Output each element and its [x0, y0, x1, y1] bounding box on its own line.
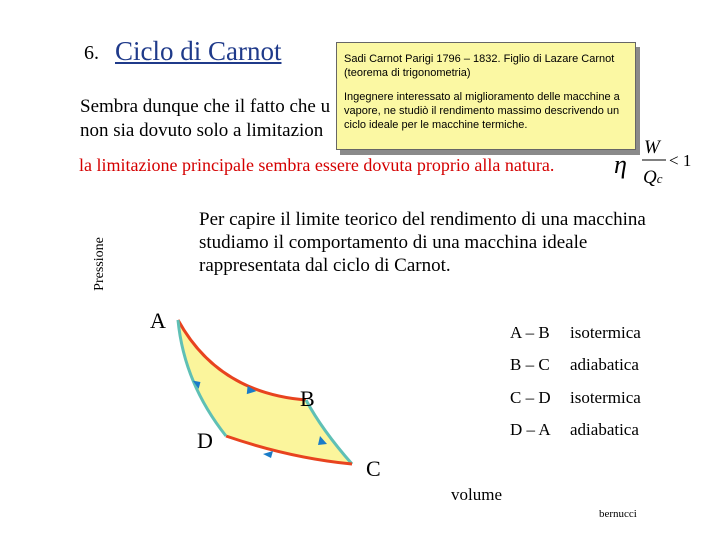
- arrow-c-d: [263, 451, 273, 458]
- slide-title-link[interactable]: Ciclo di Carnot: [115, 36, 282, 66]
- slide-number: 6.: [84, 42, 99, 64]
- body-text-line-2: non sia dovuto solo a limitazion: [80, 120, 324, 141]
- legend-segment: D – A: [510, 420, 551, 439]
- legend-process: isotermica: [570, 323, 641, 342]
- legend-segment: A – B: [510, 323, 550, 342]
- intro-paragraph: Per capire il limite teorico del rendimento di una macchina studiamo il comportamento di una macchina ideale rappresentata dal ciclo di Carnot.: [199, 209, 646, 276]
- author-credit: bernucci: [599, 508, 637, 520]
- body-text-line-1: Sembra dunque che il fatto che u: [80, 96, 331, 117]
- formula-numerator: W: [644, 137, 660, 158]
- legend-row: [510, 323, 641, 343]
- point-b-label: B: [300, 386, 315, 411]
- legend-process: adiabatica: [570, 355, 639, 374]
- legend-row: [510, 420, 639, 440]
- point-d-label: D: [197, 428, 213, 453]
- highlighted-statement: la limitazione principale sembra essere dovuta proprio alla natura.: [79, 155, 555, 175]
- legend-segment: C – D: [510, 388, 551, 407]
- formula-denominator: Qc: [643, 167, 663, 188]
- legend-row: [510, 388, 641, 408]
- legend-segment: B – C: [510, 355, 550, 374]
- legend-process: isotermica: [570, 388, 641, 407]
- legend-process: adiabatica: [570, 420, 639, 439]
- legend-row: [510, 355, 639, 375]
- point-c-label: C: [366, 456, 381, 481]
- formula-relation: < 1: [669, 151, 692, 170]
- note-line-2: Ingegnere interessato al miglioramento delle macchine a vapore, ne studiò il rendimento massimo descrivendo un ciclo ideale per le macchine termiche.: [344, 91, 620, 131]
- x-axis-label: volume: [451, 485, 502, 504]
- y-axis-label: Pressione: [92, 237, 107, 291]
- point-a-label: A: [150, 308, 166, 333]
- formula-eta: η: [614, 150, 627, 179]
- note-line-1: Sadi Carnot Parigi 1796 – 1832. Figlio di Lazare Carnot (teorema di trigonometria): [344, 53, 615, 79]
